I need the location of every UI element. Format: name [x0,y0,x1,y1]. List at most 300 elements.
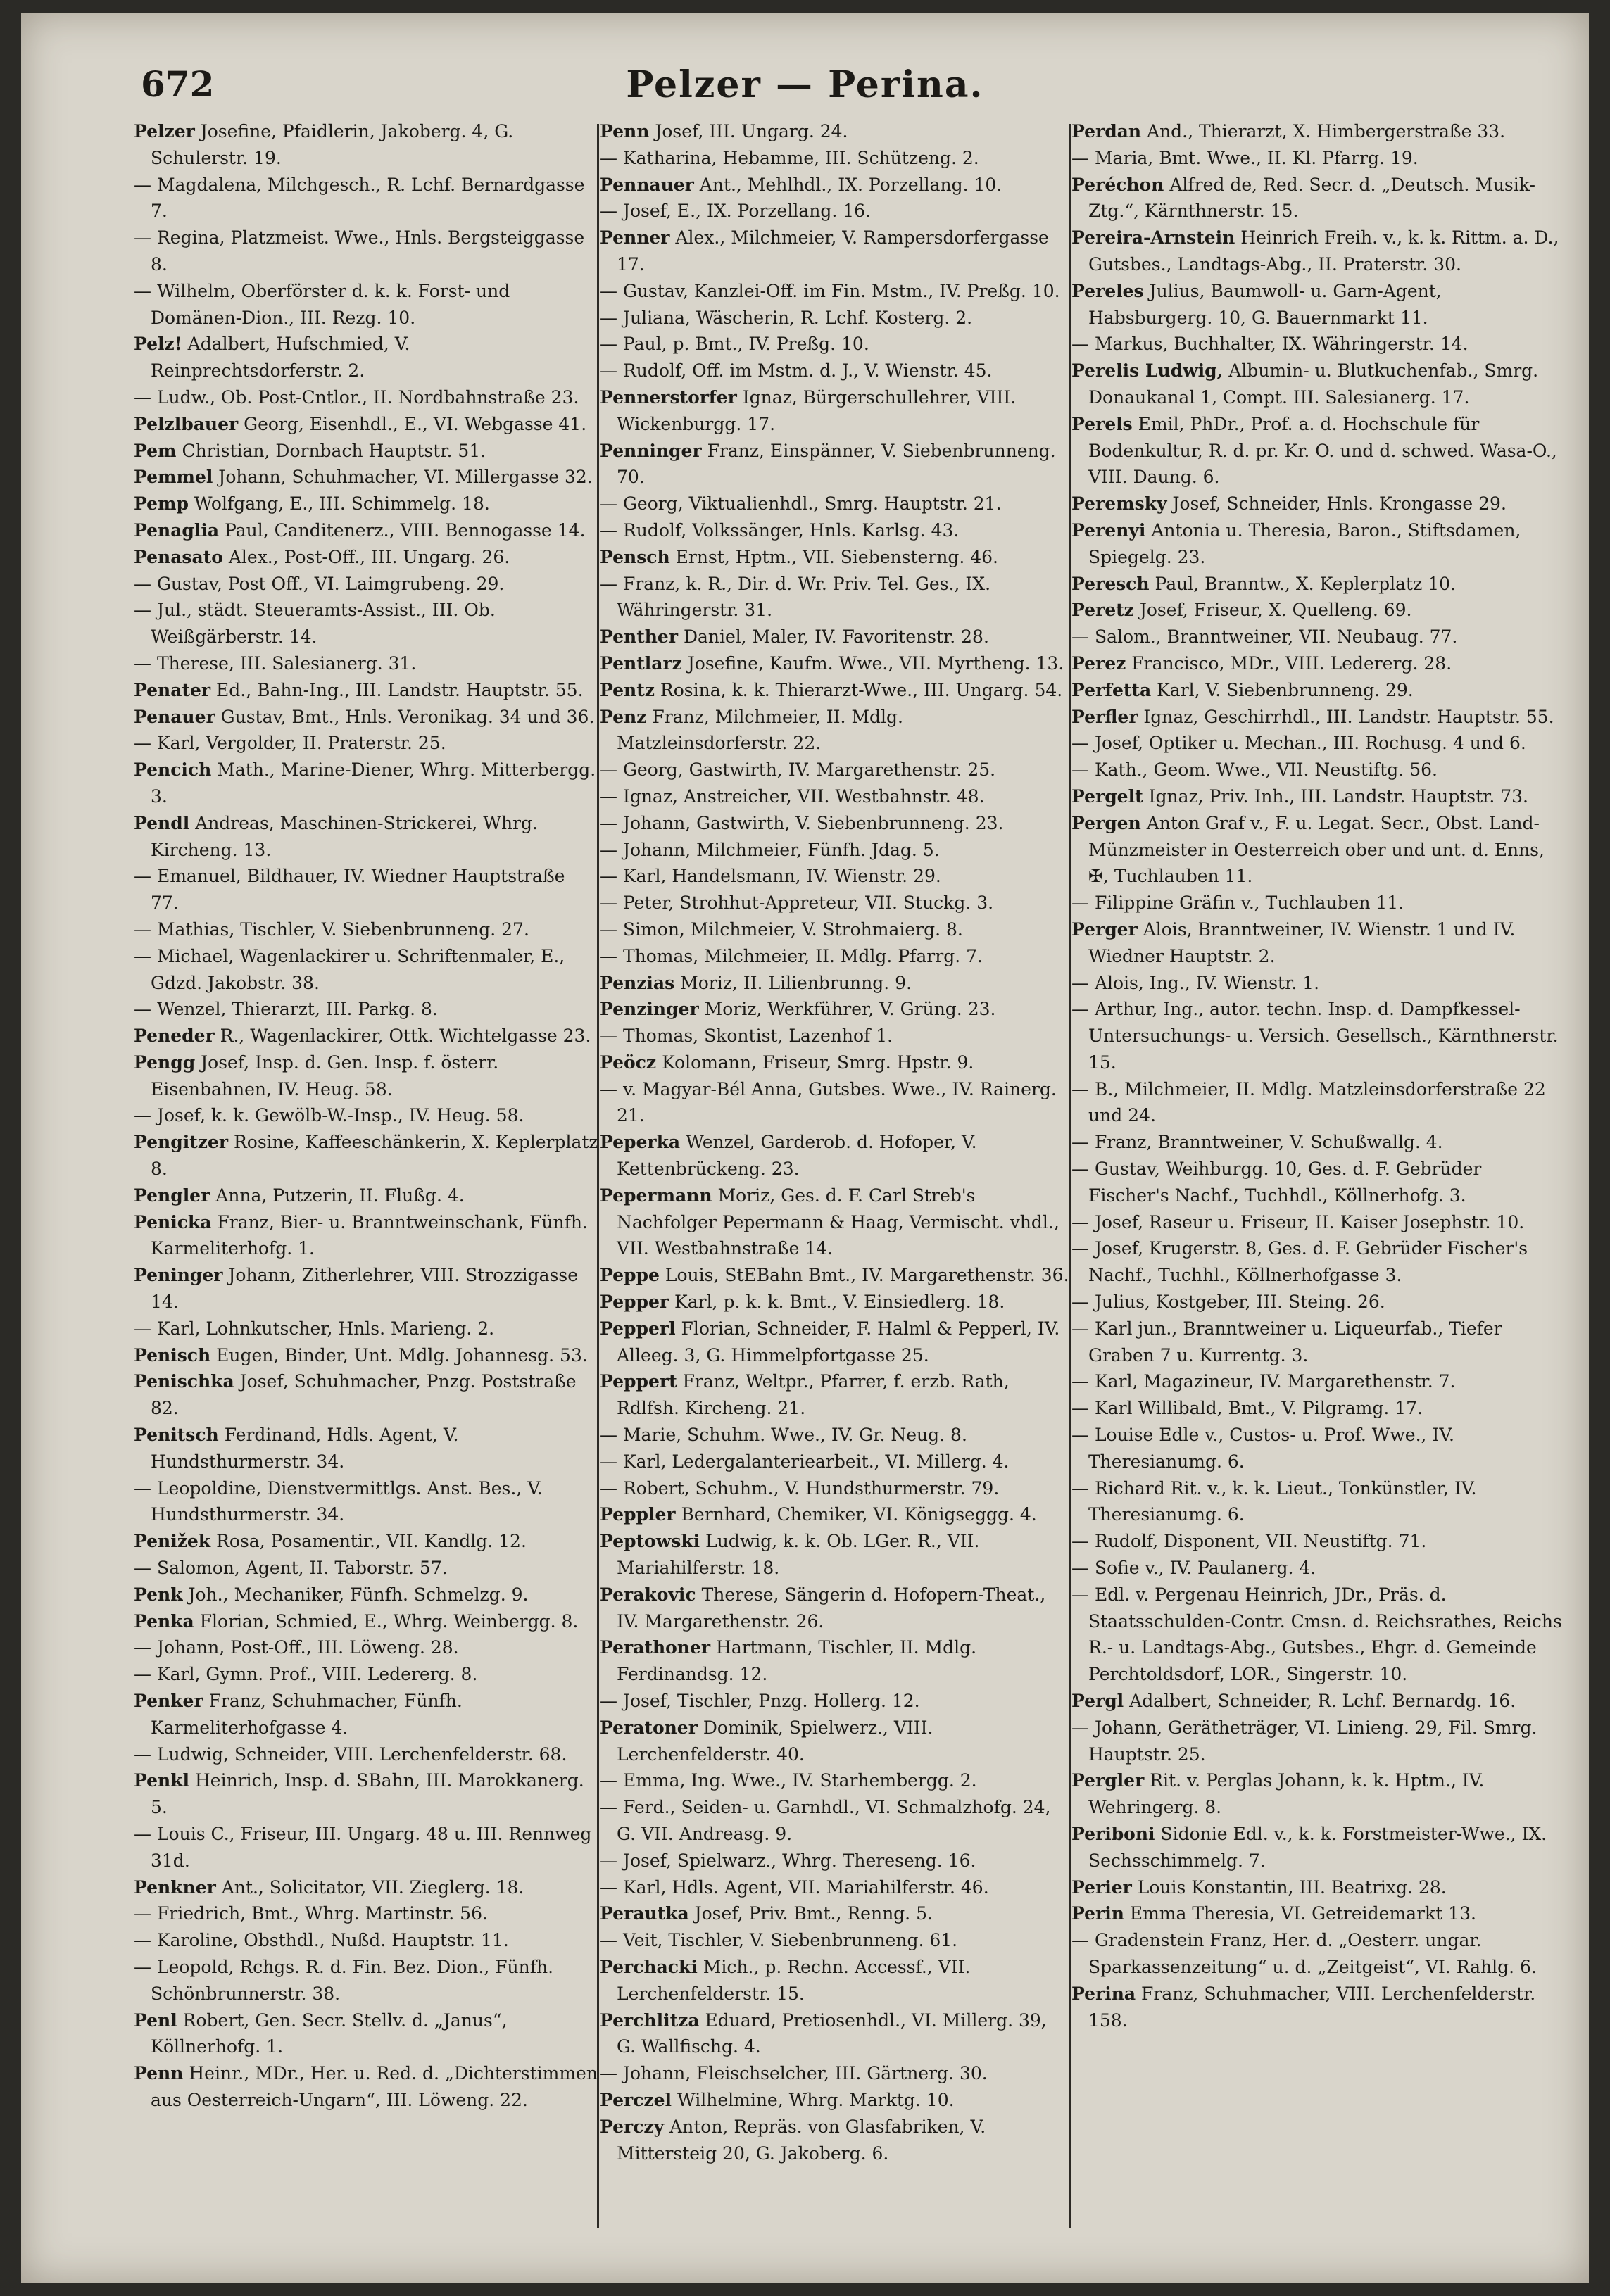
directory-entry [600,544,1070,571]
directory-entry [600,1368,1070,1422]
entry-details: — Simon, Milchmeier, V. Strohmaierg. 8. [600,919,963,940]
directory-entry [600,704,1070,757]
entry-details: — Markus, Buchhalter, IX. Währingerstr. 14. [1071,334,1469,355]
entry-details: — Filippine Gräfin v., Tuchlauben 11. [1071,892,1404,914]
entry-details: Ant., Solicitator, VII. Zieglerg. 18. [221,1876,524,1898]
directory-entry [1071,1209,1564,1236]
entry-details: — Karl, Vergolder, II. Praterstr. 25. [134,733,446,754]
directory-entry [1071,650,1564,677]
entry-details: Franz, Schuhmacher, Fünfh. Karmeliterhofgasse 4. [151,1691,463,1738]
entry-details: Emma Theresia, VI. Getreidemarkt 13. [1129,1903,1476,1924]
entry-details: — Thomas, Milchmeier, II. Mdlg. Pfarrg. 7. [600,945,983,966]
entry-surname: Perina [1071,1983,1136,2004]
entry-details: — Johann, Milchmeier, Fünfh. Jdag. 5. [600,839,940,860]
entry-surname: Pergelt [1071,786,1143,807]
directory-entry [600,1634,1070,1688]
entry-details: Hartmann, Tischler, II. Mdlg. Ferdinandsg. 12. [617,1637,977,1685]
directory-entry [600,783,1070,810]
entry-details: Franz, Milchmeier, II. Mdlg. Matzleinsdorferstr. 22. [617,706,903,754]
entry-details: — Johann, Fleischselcher, III. Gärtnerg. 30. [600,2063,988,2084]
entry-details: — Julius, Kostgeber, III. Steing. 26. [1071,1292,1385,1313]
entry-surname: Perfler [1071,706,1138,727]
directory-entry [1071,677,1564,704]
directory-entry [134,517,598,544]
entry-details: — Magdalena, Milchgesch., R. Lchf. Bernardgasse 7. [134,174,585,222]
directory-entry [600,916,1070,943]
entry-surname: Penn [134,2063,184,2084]
entry-details: Moriz, Werkführer, V. Grüng. 23. [704,999,996,1020]
directory-entry [600,650,1070,677]
entry-surname: Pepermann [600,1185,712,1206]
directory-entry [134,863,598,916]
directory-entry [134,491,598,517]
entry-details: — Ferd., Seiden- u. Garnhdl., VI. Schmalzhofg. 24, G. VII. Andreasg. 9. [600,1797,1051,1844]
directory-entry [1071,1874,1564,1901]
directory-entry [134,1342,598,1369]
entry-surname: Penninger [600,440,702,461]
entry-details: — Georg, Viktualienhdl., Smrg. Hauptstr. 21. [600,493,1002,515]
directory-entry [1071,1927,1564,1981]
directory-entry [1071,1582,1564,1688]
directory-entry [134,996,598,1023]
entry-surname: Pergler [1071,1770,1145,1791]
directory-entry [600,1848,1070,1874]
directory-entry [134,411,598,438]
directory-entry [1071,730,1564,757]
directory-entry [600,1767,1070,1794]
directory-entry [600,1076,1070,1130]
entry-details: — Josef, Optiker u. Mechan., III. Rochusg. 4 und 6. [1071,733,1526,754]
directory-entry [600,1794,1070,1848]
entry-details: Ed., Bahn-Ing., III. Landstr. Hauptstr. 55. [216,679,584,700]
entry-details: Anna, Putzerin, II. Flußg. 4. [215,1185,465,1206]
entry-surname: Penkner [134,1876,216,1898]
entry-details: — Friedrich, Bmt., Whrg. Martinstr. 56. [134,1903,488,1924]
entry-surname: Perger [1071,919,1138,940]
entry-details: — Karl, Gymn. Prof., VIII. Ledererg. 8. [134,1664,478,1685]
directory-entry [600,1715,1070,1768]
entry-details: Josef, Insp. d. Gen. Insp. f. österr. Eisenbahnen, IV. Heug. 58. [151,1052,499,1099]
directory-entry [134,1927,598,1954]
entry-details: — Kath., Geom. Wwe., VII. Neustiftg. 56. [1071,759,1438,781]
entry-details: Franz, Bier- u. Branntweinschank, Fünfh. Karmeliterhofg. 1. [151,1211,588,1259]
directory-entry [600,305,1070,332]
entry-surname: Pengitzer [134,1132,229,1153]
directory-entry [134,1316,598,1342]
directory-entry [134,757,598,810]
directory-entry [1071,1528,1564,1555]
entry-details: — B., Milchmeier, II. Mdlg. Matzleinsdorferstraße 22 und 24. [1071,1078,1546,1126]
entry-details: Ferdinand, Hdls. Agent, V. Hundsthurmerstr. 34. [151,1425,459,1472]
directory-entry [134,1368,598,1422]
directory-entry [1071,1368,1564,1395]
entry-details: — Peter, Strohhut-Appreteur, VII. Stuckg. 3. [600,892,994,914]
directory-entry [1071,1156,1564,1209]
entry-surname: Perchacki [600,1956,698,1977]
entry-details: Emil, PhDr., Prof. a. d. Hochschule für Bodenkultur, R. d. pr. Kr. O. und d. schwed. Wasa-O., VIII. Daung. 6. [1088,413,1557,488]
entry-details: — Marie, Schuhm. Wwe., IV. Gr. Neug. 8. [600,1425,967,1446]
entry-surname: Penkl [134,1770,190,1791]
directory-entry [134,1767,598,1821]
directory-entry [1071,970,1564,997]
column-1 [134,118,598,2114]
entry-surname: Perenyi [1071,519,1146,541]
entry-details: — Gustav, Post Off., VI. Laimgrubeng. 29. [134,573,505,594]
entry-details: — Ludw., Ob. Post-Cntlor., II. Nordbahnstraße 23. [134,386,579,408]
entry-surname: Peratoner [600,1717,698,1738]
entry-surname: Pentz [600,679,655,700]
directory-entry [600,2007,1070,2061]
directory-entry [134,1661,598,1688]
entry-details: Adalbert, Schneider, R. Lchf. Bernardg. 16. [1129,1691,1516,1712]
directory-entry [1071,757,1564,783]
directory-entry [134,1608,598,1635]
entry-details: — Therese, III. Salesianerg. 31. [134,652,417,674]
directory-page [21,13,1589,2283]
entry-details: Rit. v. Perglas Johann, k. k. Hptm., IV. Wehringerg. 8. [1088,1770,1485,1818]
entry-surname: Pendl [134,812,190,833]
directory-entry [134,810,598,864]
directory-entry [600,837,1070,864]
entry-surname: Pepper [600,1292,669,1313]
entry-details: Antonia u. Theresia, Baron., Stiftsdamen, Spiegelg. 23. [1088,519,1521,567]
entry-details: Daniel, Maler, IV. Favoritenstr. 28. [683,626,989,648]
entry-details: — v. Magyar-Bél Anna, Gutsbes. Wwe., IV. Rainerg. 21. [600,1078,1057,1126]
entry-details: Johann, Zitherlehrer, VIII. Strozzigasse 14. [151,1265,579,1313]
directory-entry [134,118,598,172]
directory-entry [600,278,1070,305]
entry-surname: Perczy [600,2116,665,2137]
directory-entry [134,278,598,332]
entry-details: — Emanuel, Bildhauer, IV. Wiedner Hauptstraße 77. [134,866,565,914]
entry-details: Heinr., MDr., Her. u. Red. d. „Dichterstimmen aus Oesterreich-Ungarn“, III. Löweng. 22. [151,2063,598,2110]
entry-details: — Maria, Bmt. Wwe., II. Kl. Pfarrg. 19. [1071,147,1419,168]
entry-surname: Perchlitza [600,2010,700,2031]
entry-details: — Rudolf, Off. im Mstm. d. J., V. Wienstr. 45. [600,360,993,381]
directory-entry [1071,890,1564,916]
directory-entry [134,1023,598,1049]
entry-details: Rosine, Kaffeeschänkerin, X. Keplerplatz 8. [151,1132,598,1180]
entry-details: Francisco, MDr., VIII. Ledererg. 28. [1131,652,1452,674]
entry-details: Robert, Gen. Secr. Stellv. d. „Janus“, Köllnerhofg. 1. [151,2010,508,2057]
entry-surname: Pergl [1071,1691,1124,1712]
entry-details: — Salomon, Agent, II. Taborstr. 57. [134,1558,448,1579]
entry-details: Rosina, k. k. Thierarzt-Wwe., III. Ungarg. 54. [660,679,1063,700]
entry-surname: Pengg [134,1052,196,1073]
directory-entry [134,1262,598,1316]
directory-entry [134,1129,598,1182]
entry-surname: Perdan [1071,121,1142,141]
entry-details: Dominik, Spielwerz., VIII. Lerchenfelderstr. 40. [617,1717,933,1765]
entry-details: Joh., Mechaniker, Fünfh. Schmelzg. 9. [188,1584,529,1605]
entry-details: Georg, Eisenhdl., E., VI. Webgasse 41. [244,413,587,434]
page-number: 672 [141,63,215,105]
directory-entry [134,1874,598,1901]
entry-details: Ludwig, k. k. Ob. LGer. R., VII. Mariahilferstr. 18. [617,1531,980,1579]
directory-entry [600,677,1070,704]
directory-entry [600,1049,1070,1076]
directory-entry [134,1102,598,1129]
directory-entry [1071,1076,1564,1130]
entry-surname: Peretz [1071,600,1134,621]
entry-surname: Perelis Ludwig, [1071,360,1224,381]
entry-surname: Perez [1071,652,1126,674]
directory-entry [600,172,1070,198]
entry-details: — Robert, Schuhm., V. Hundsthurmerstr. 79. [600,1477,1000,1499]
entry-details: — Josef, E., IX. Porzellang. 16. [600,201,871,222]
directory-entry [134,1900,598,1927]
entry-details: — Paul, p. Bmt., IV. Preßg. 10. [600,334,869,355]
directory-entry [600,198,1070,225]
entry-details: Josef, III. Ungarg. 24. [655,121,848,141]
page-header [21,13,1589,118]
entry-details: Julius, Baumwoll- u. Garn-Agent, Habsburgerg. 10, G. Bauernmarkt 11. [1088,280,1442,328]
entry-details: Franz, Schuhmacher, VIII. Lerchenfelderstr. 158. [1088,1983,1536,2031]
entry-details: Florian, Schneider, F. Halml & Pepperl, IV. Alleeg. 3, G. Himmelpfortgasse 25. [617,1318,1060,1365]
directory-entry [1071,1235,1564,1289]
directory-entry [600,145,1070,172]
entry-surname: Penicka [134,1211,212,1232]
entry-surname: Pengler [134,1185,210,1206]
entry-surname: Peppe [600,1265,660,1286]
entry-details: Therese, Sängerin d. Hofopern-Theat., IV. Margarethenstr. 26. [617,1584,1046,1632]
entry-details: — Sofie v., IV. Paulanerg. 4. [1071,1558,1316,1579]
directory-entry [1071,810,1564,890]
entry-details: — Karl, Magazineur, IV. Margarethenstr. 7. [1071,1371,1456,1392]
directory-entry [1071,1821,1564,1874]
entry-surname: Peperka [600,1132,681,1153]
directory-entry [600,1900,1070,1927]
directory-entry [1071,1289,1564,1316]
entry-surname: Pem [134,440,177,461]
entry-details: — Karl, Hdls. Agent, VII. Mariahilferstr. 46. [600,1876,989,1898]
entry-surname: Pepperl [600,1318,676,1339]
entry-surname: Penzinger [600,999,699,1020]
entry-details: Moriz, II. Lilienbrunng. 9. [680,972,912,993]
entry-details: Heinrich, Insp. d. SBahn, III. Marokkanerg. 5. [151,1770,584,1818]
entry-details: R., Wagenlackirer, Ottk. Wichtelgasse 23. [220,1026,591,1047]
directory-entry [134,1634,598,1661]
entry-surname: Penaglia [134,519,220,541]
entry-details: Mich., p. Rechn. Accessf., VII. Lerchenfelderstr. 15. [617,1956,971,2004]
entry-details: — Johann, Gastwirth, V. Siebenbrunneng. 23. [600,812,1004,833]
entry-details: Gustav, Bmt., Hnls. Veronikag. 34 und 36. [220,706,595,727]
entry-surname: Perakovic [600,1584,696,1605]
entry-surname: Pentlarz [600,652,682,674]
entry-details: — Leopold, Rchgs. R. d. Fin. Bez. Dion., Fünfh. Schönbrunnerstr. 38. [134,1956,554,2004]
entry-details: — Katharina, Hebamme, III. Schützeng. 2. [600,147,979,168]
directory-entry [134,730,598,757]
entry-surname: Peptowski [600,1531,700,1552]
entry-details: — Richard Rit. v., k. k. Lieut., Tonkünstler, IV. Theresianumg. 6. [1071,1477,1477,1525]
directory-entry [1071,1129,1564,1156]
entry-details: — Karl jun., Branntweiner u. Liqueurfab., Tiefer Graben 7 u. Kurrentg. 3. [1071,1318,1502,1365]
directory-entry [1071,225,1564,278]
column-3 [1071,118,1564,2033]
directory-entry [1071,145,1564,172]
entry-surname: Pelzer [134,121,195,141]
directory-entry [134,464,598,491]
directory-entry [600,1582,1070,1635]
entry-details: — Ludwig, Schneider, VIII. Lerchenfelderstr. 68. [134,1743,567,1765]
entry-details: Andreas, Maschinen-Strickerei, Whrg. Kircheng. 13. [151,812,538,860]
entry-details: Christian, Dornbach Hauptstr. 51. [182,440,486,461]
directory-entry [1071,1316,1564,1369]
entry-details: — Thomas, Skontist, Lazenhof 1. [600,1026,893,1047]
entry-details: — Karoline, Obsthdl., Nußd. Hauptstr. 11. [134,1930,509,1951]
directory-entry [134,1688,598,1741]
entry-surname: Pencich [134,759,212,781]
entry-details: Karl, p. k. k. Bmt., V. Einsiedlerg. 18. [674,1292,1005,1313]
directory-entry [1071,916,1564,970]
entry-details: Josef, Schneider, Hnls. Krongasse 29. [1172,493,1507,515]
entry-details: — Mathias, Tischler, V. Siebenbrunneng. 27. [134,919,529,940]
directory-entry [1071,1395,1564,1422]
directory-entry [600,863,1070,890]
entry-surname: Penz [600,706,647,727]
directory-entry [134,704,598,731]
directory-entry [1071,1767,1564,1821]
entry-details: — Johann, Gerätheträger, VI. Linieng. 29, Fil. Smrg. Hauptstr. 25. [1071,1717,1537,1765]
entry-details: Louis Konstantin, III. Beatrixg. 28. [1137,1876,1447,1898]
entry-details: Alois, Branntweiner, IV. Wienstr. 1 und IV. Wiedner Hauptstr. 2. [1088,919,1516,966]
entry-surname: Pennerstorfer [600,386,737,408]
directory-entry [1071,118,1564,145]
entry-details: — Franz, Branntweiner, V. Schußwallg. 4. [1071,1132,1443,1153]
directory-entry [134,1182,598,1209]
entry-surname: Penn [600,121,650,141]
directory-entry [600,1954,1070,2007]
entry-details: — Karl, Ledergalanteriearbeit., VI. Millerg. 4. [600,1451,1010,1472]
entry-details: Sidonie Edl. v., k. k. Forstmeister-Wwe., IX. Sechsschimmelg. 7. [1088,1824,1547,1871]
running-head: Pelzer — Perina. [626,63,984,106]
entry-surname: Pemmel [134,467,213,488]
directory-entry [134,544,598,571]
entry-details: Josef, Priv. Bmt., Renng. 5. [694,1903,933,1924]
entry-details: Ernst, Hptm., VII. Siebensterng. 46. [675,546,999,567]
entry-details: Kolomann, Friseur, Smrg. Hpstr. 9. [662,1052,974,1073]
entry-details: — Michael, Wagenlackirer u. Schriftenmaler, E., Gdzd. Jakobstr. 38. [134,945,565,993]
entry-surname: Pereles [1071,280,1144,301]
entry-details: — Georg, Gastwirth, IV. Margarethenstr. 25. [600,759,996,781]
entry-details: — Karl, Lohnkutscher, Hnls. Marieng. 2. [134,1318,495,1339]
entry-details: Karl, V. Siebenbrunneng. 29. [1157,679,1414,700]
entry-details: Rosa, Posamentir., VII. Kandlg. 12. [216,1531,527,1552]
directory-entry [600,1475,1070,1502]
entry-details: Florian, Schmied, E., Whrg. Weinbergg. 8. [199,1610,579,1632]
entry-surname: Perautka [600,1903,689,1924]
entry-details: Ignaz, Geschirrhdl., III. Landstr. Hauptstr. 55. [1143,706,1554,727]
entry-details: — Gustav, Weihburgg. 10, Ges. d. F. Gebrüder Fischer's Nachf., Tuchhdl., Köllnerhofg. 3. [1071,1159,1482,1206]
directory-entry [1071,1715,1564,1768]
directory-entry [134,1741,598,1768]
entry-details: Moriz, Ges. d. F. Carl Streb's Nachfolger Pepermann & Haag, Vermischt. vhdl., VII. Westbahnstraße 14. [617,1185,1059,1259]
entry-details: Louis, StEBahn Bmt., IV. Margarethenstr. 36. [665,1265,1069,1286]
directory-entry [134,571,598,598]
entry-surname: Pelz! [134,334,182,355]
entry-details: Anton Graf v., F. u. Legat. Secr., Obst. Land-Münzmeister in Oesterreich ober und unt. d. Enns, ✠, Tuchlauben 11. [1088,812,1545,887]
entry-details: — Arthur, Ing., autor. techn. Insp. d. Dampfkessel-Untersuchungs- u. Versich. Gesellsch., Kärnthnerstr. 15. [1071,999,1559,1073]
directory-entry [134,384,598,411]
directory-entry [600,438,1070,491]
entry-surname: Penater [134,679,211,700]
entry-details: — Louis C., Friseur, III. Ungarg. 48 u. III. Rennweg 31d. [134,1824,592,1871]
entry-details: — Josef, Spielwarz., Whrg. Thereseng. 16. [600,1850,976,1871]
entry-surname: Perfetta [1071,679,1152,700]
entry-surname: Peréchon [1071,174,1164,195]
entry-surname: Penischka [134,1371,234,1392]
directory-entry [1071,358,1564,411]
entry-surname: Peninger [134,1265,223,1286]
directory-entry [1071,571,1564,598]
entry-surname: Penka [134,1610,194,1632]
directory-entry [600,2060,1070,2087]
directory-entry [600,757,1070,783]
directory-entry [600,517,1070,544]
directory-entry [1071,704,1564,731]
directory-entry [134,597,598,650]
entry-details: — Josef, Tischler, Pnzg. Hollerg. 12. [600,1691,920,1712]
directory-entry [1071,996,1564,1076]
directory-entry [600,1182,1070,1262]
entry-details: Adalbert, Hufschmied, V. Reinprechtsdorferstr. 2. [151,334,410,381]
directory-entry [134,2007,598,2061]
directory-entry [1071,517,1564,571]
directory-entry [134,1528,598,1555]
directory-entry [1071,278,1564,332]
entry-details: — Karl, Handelsmann, IV. Wienstr. 29. [600,866,941,887]
entry-details: Josef, Schuhmacher, Pnzg. Poststraße 82. [151,1371,577,1419]
directory-entry [134,438,598,465]
entry-details: — Rudolf, Disponent, VII. Neustiftg. 71. [1071,1531,1427,1552]
entry-surname: Perier [1071,1876,1132,1898]
directory-entry [600,890,1070,916]
directory-entry [600,2087,1070,2114]
directory-entry [1071,1981,1564,2034]
entry-details: — Louise Edle v., Custos- u. Prof. Wwe., IV. Theresianumg. 6. [1071,1425,1454,1472]
directory-entry [600,1316,1070,1369]
entry-surname: Pelzlbauer [134,413,239,434]
directory-entry [134,225,598,278]
entry-details: — Rudolf, Volkssänger, Hnls. Karlsg. 43. [600,519,960,541]
entry-surname: Peöcz [600,1052,657,1073]
directory-entry [1071,1688,1564,1715]
entry-details: Alex., Milchmeier, V. Rampersdorfergasse 17. [617,227,1049,275]
directory-entry [600,1289,1070,1316]
directory-entry [1071,1475,1564,1529]
directory-entry [600,1688,1070,1715]
directory-entry [1071,1900,1564,1927]
directory-entry [600,1129,1070,1182]
entry-details: Josefine, Kaufm. Wwe., VII. Myrtheng. 13. [687,652,1064,674]
entry-surname: Perels [1071,413,1133,434]
entry-surname: Pereira-Arnstein [1071,227,1235,248]
entry-details: Paul, Branntw., X. Keplerplatz 10. [1155,573,1456,594]
directory-entry [600,810,1070,837]
entry-details: — Johann, Post-Off., III. Löweng. 28. [134,1637,459,1658]
directory-entry [600,491,1070,517]
entry-details: Paul, Canditenerz., VIII. Bennogasse 14. [225,519,586,541]
entry-surname: Penitsch [134,1425,219,1446]
directory-entry [1071,597,1564,624]
directory-entry [134,1821,598,1874]
directory-entry [134,1209,598,1263]
entry-details: Alfred de, Red. Secr. d. „Deutsch. Musik-Ztg.“, Kärnthnerstr. 15. [1088,174,1535,222]
entry-surname: Perathoner [600,1637,711,1658]
entry-surname: Penner [600,227,670,248]
entry-details: — Salom., Branntweiner, VII. Neubaug. 77. [1071,626,1458,648]
entry-details: — Jul., städt. Steueramts-Assist., III. Ob. Weißgärberstr. 14. [134,600,496,648]
